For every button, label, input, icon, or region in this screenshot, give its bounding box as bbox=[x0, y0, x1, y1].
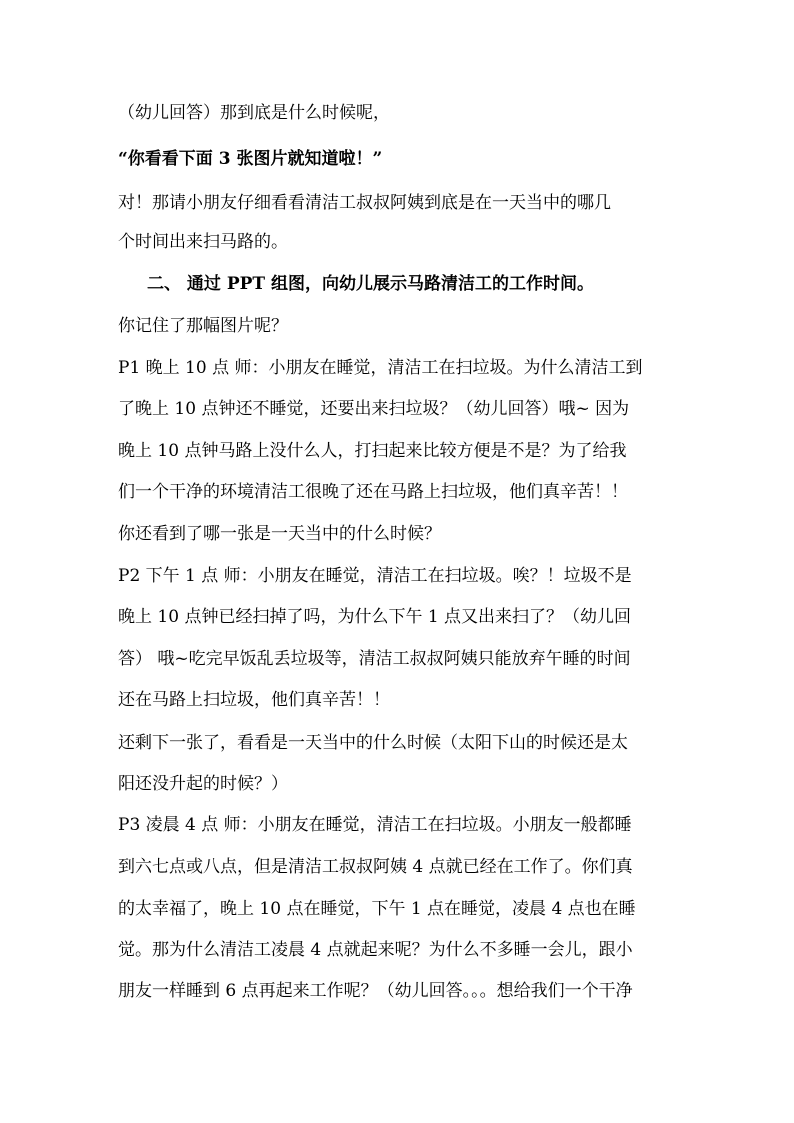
text-line-22: 朋友一样睡到 6 点再起来工作呢？（幼儿回答。。。想给我们一个干净 bbox=[118, 981, 633, 1001]
text-line-11: 你还看到了哪一张是一天当中的什么时候？ bbox=[118, 524, 441, 544]
text-line-17: 阳还没升起的时候？） bbox=[118, 774, 288, 794]
text-line-4: 个时间出来扫马路的。 bbox=[118, 232, 288, 252]
text-line-14: 答） 哦~吃完早饭乱丢垃圾等，清洁工叔叔阿姨只能放弃午睡的时间 bbox=[118, 649, 631, 669]
section-heading-2: 二、 通过 PPT 组图，向幼儿展示马路清洁工的工作时间。 bbox=[147, 274, 594, 294]
text-line-7: P1 晚上 10 点 师：小朋友在睡觉，清洁工在扫垃圾。为什么清洁工到 bbox=[118, 358, 643, 378]
text-line-15: 还在马路上扫垃圾，他们真辛苦！！ bbox=[118, 690, 390, 710]
text-line-19: 到六七点或八点，但是清洁工叔叔阿姨 4 点就已经在工作了。你们真 bbox=[118, 857, 633, 877]
text-line-3: 对！那请小朋友仔细看看清洁工叔叔阿姨到底是在一天当中的哪几 bbox=[118, 193, 611, 213]
text-line-21: 觉。那为什么清洁工凌晨 4 点就起来呢？为什么不多睡一会儿，跟小 bbox=[118, 940, 633, 960]
text-line-13: 晚上 10 点钟已经扫掉了吗，为什么下午 1 点又出来扫了？（幼儿回 bbox=[118, 607, 632, 627]
text-line-16: 还剩下一张了，看看是一天当中的什么时候（太阳下山的时候还是太 bbox=[118, 733, 628, 753]
text-line-20: 的太幸福了，晚上 10 点在睡觉，下午 1 点在睡觉，凌晨 4 点也在睡 bbox=[118, 899, 636, 919]
text-line-18: P3 凌晨 4 点 师：小朋友在睡觉，清洁工在扫垃圾。小朋友一般都睡 bbox=[118, 815, 632, 835]
text-line-2-quote: “你看看下面 3 张图片就知道啦！” bbox=[118, 149, 383, 169]
text-line-1: （幼儿回答）那到底是什么时候呢， bbox=[118, 103, 390, 123]
text-line-12: P2 下午 1 点 师：小朋友在睡觉，清洁工在扫垃圾。唉？！垃圾不是 bbox=[118, 566, 632, 586]
text-line-9: 晚上 10 点钟马路上没什么人，打扫起来比较方便是不是？为了给我 bbox=[118, 441, 627, 461]
text-line-10: 们一个干净的环境清洁工很晚了还在马路上扫垃圾，他们真辛苦！！ bbox=[118, 482, 628, 502]
text-line-6: 你记住了那幅图片呢？ bbox=[118, 316, 288, 336]
text-line-8: 了晚上 10 点钟还不睡觉，还要出来扫垃圾？（幼儿回答）哦~ 因为 bbox=[118, 399, 630, 419]
